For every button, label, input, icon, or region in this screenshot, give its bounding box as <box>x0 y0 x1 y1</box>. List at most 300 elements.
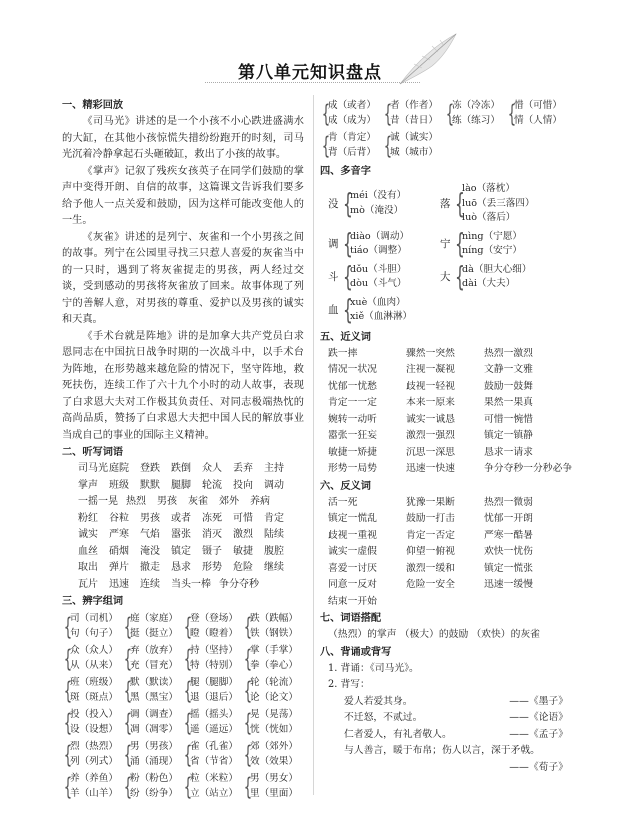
char-word: 充（冒充） <box>130 659 178 671</box>
vocab-word: 争分夺秒 <box>219 578 259 590</box>
char-group <box>122 708 182 737</box>
brace-icon: { <box>343 260 353 293</box>
vocab-word: 郊外 <box>219 496 239 507</box>
char-word: 调（调查） <box>130 709 178 720</box>
word-pair: 欢快一忧伤 <box>484 546 533 557</box>
brace-icon: { <box>123 740 133 769</box>
polyphone-reading: dài（大夫） <box>462 278 516 289</box>
char-word: 持（坚持） <box>190 645 238 656</box>
char-group-lines <box>70 740 118 769</box>
char-word: 班（班级） <box>70 677 118 688</box>
brace-icon: { <box>183 612 193 641</box>
page-title: 第八单元知识盘点 <box>238 63 382 83</box>
column-divider <box>313 95 314 795</box>
brace-icon: { <box>445 99 455 128</box>
polyphone-reading: xiě（血淋淋） <box>350 311 413 322</box>
char-word: 腿（腿脚） <box>190 677 238 688</box>
char-word: 掌（手掌） <box>250 645 298 656</box>
vocab-word: 淹没 <box>140 545 160 557</box>
char-word: 退（退后） <box>190 691 238 703</box>
char-word: 默（默读） <box>130 677 178 688</box>
char-word: 练（练习） <box>452 114 500 126</box>
char-group <box>242 676 302 705</box>
polyphone-char: 斗 <box>328 270 339 283</box>
word-pair: 敏捷一矫捷 <box>328 446 377 458</box>
char-group-lines <box>250 708 298 737</box>
brace-icon: { <box>383 99 393 128</box>
vocab-word: 粉红 <box>78 512 98 524</box>
char-group-lines <box>514 99 562 128</box>
char-word: 惜（可惜） <box>514 100 562 111</box>
char-group <box>62 740 122 769</box>
vocab-row <box>62 527 304 544</box>
word-pair: 危险一安全 <box>406 579 455 590</box>
vocab-word: 登跌 <box>140 463 160 474</box>
word-pair: 骤然一突然 <box>406 347 455 359</box>
char-word: 拳（拳心） <box>250 659 298 671</box>
section-heading: 二、听写词语 <box>62 447 124 458</box>
char-group-lines <box>130 772 178 801</box>
quote-source: ——《荀子》 <box>509 761 568 773</box>
polyphone-reading: dà（胆大心细） <box>462 263 532 275</box>
polyphone-reading: luō（丢三落四） <box>462 197 535 209</box>
char-word: 昔（昔日） <box>390 114 438 126</box>
polyphone-reading: tiáo（调整） <box>350 245 407 256</box>
word-pair: 激烈一缓和 <box>406 562 455 574</box>
brace-icon: { <box>343 293 353 326</box>
word-pair: 婉转一动听 <box>328 413 377 425</box>
story-summary: 《司马光》讲述的是一个小孩不小心跌进盛满水的大缸，在其他小孩惊慌失措纷纷跑开的时刻，司马光沉着冷静拿起石头砸破缸，救出了小孩的故事。 <box>62 116 304 160</box>
feather-icon <box>392 28 462 90</box>
vocab-word: 谷粒 <box>109 512 129 524</box>
polyphone-reading: luò（落后） <box>462 212 516 223</box>
title-underline <box>205 82 420 83</box>
char-group <box>382 131 444 160</box>
vocab-row <box>62 560 304 577</box>
char-group-lines <box>190 740 238 769</box>
char-group <box>122 676 182 705</box>
char-group-lines <box>190 644 238 673</box>
word-pair: 情况一状况 <box>328 364 377 375</box>
vocab-word: 跌倒 <box>171 463 191 474</box>
char-group-lines <box>190 708 238 737</box>
vocab-word: 主持 <box>264 463 284 474</box>
story-summary: 《灰雀》讲述的是列宁、灰雀和一个小男孩之间的故事。列宁在公园里寻找三只惹人喜爱的灰雀当中的一只时，遇到了将灰雀捉走的男孩，两人经过交谈，受到感动的男孩将灰雀放了回来。故事体现了列宁的善解人意，对男孩的尊重、爱护以及男孩的诚实和天真。 <box>62 231 304 325</box>
word-pair: 可惜一惋惜 <box>484 413 533 425</box>
brace-icon: { <box>343 227 353 260</box>
char-word: 涌（涌现） <box>130 755 178 767</box>
char-group-lines <box>190 772 238 801</box>
char-group <box>242 612 302 641</box>
vocab-word: 陆续 <box>264 529 284 540</box>
polyphone-item <box>320 260 432 293</box>
vocab-word: 嚣张 <box>171 529 191 540</box>
char-group <box>506 99 568 128</box>
char-group-lines <box>70 676 118 705</box>
quote-text: 不迁怒，不贰过。 <box>344 712 423 723</box>
vocab-word: 或者 <box>171 512 191 524</box>
char-group <box>122 644 182 673</box>
char-word: 成（成为） <box>328 114 376 126</box>
quote-line <box>328 710 568 727</box>
char-word: 黑（黑宝） <box>130 691 178 703</box>
vocab-word: 激烈 <box>233 529 253 540</box>
polyphone-item <box>320 182 432 226</box>
word-pair: 活一死 <box>328 496 358 508</box>
word-pair: 注视一凝视 <box>406 364 455 375</box>
word-pair: 歧视一轻视 <box>406 380 455 392</box>
brace-icon: { <box>243 708 253 737</box>
section-heading: 七、词语搭配 <box>320 613 382 624</box>
section-heading: 五、近义词 <box>320 331 371 343</box>
vocab-word: 轮流 <box>202 479 222 491</box>
quote-text: 与人善言，暖于布帛；伤人以言，深于矛戟。 <box>344 745 540 756</box>
polyphone-char: 血 <box>328 303 339 316</box>
char-group <box>62 676 122 705</box>
char-group <box>320 131 382 160</box>
char-word: 特（特别） <box>190 659 238 671</box>
polyphone-reading: lào（落枕） <box>462 183 515 194</box>
vocab-word: 一摇一晃 <box>78 496 118 507</box>
section-heading: 四、多音字 <box>320 166 371 177</box>
polyphone-reading: xuè（血肉） <box>350 296 406 308</box>
brace-icon: { <box>123 676 133 705</box>
vocab-word: 男孩 <box>157 496 177 507</box>
polyphone-reading: mò（淹没） <box>350 204 404 216</box>
brace-icon: { <box>455 260 465 293</box>
char-group-lines <box>390 99 438 128</box>
char-word: 投（投入） <box>70 709 118 720</box>
char-group-lines <box>190 612 238 641</box>
brace-icon: { <box>183 772 193 801</box>
brace-icon: { <box>455 186 465 220</box>
char-word: 恍（恍如） <box>250 723 298 735</box>
polyphone-lines <box>462 263 531 292</box>
char-word: 粉（粉色） <box>130 773 178 784</box>
char-word: 城（城市） <box>390 146 438 158</box>
polyphone-char: 没 <box>328 197 339 210</box>
char-group-lines <box>328 131 376 160</box>
polyphone-lines <box>350 296 412 325</box>
vocab-word: 掌声 <box>78 479 98 491</box>
word-pair: 镇定一镇静 <box>484 430 533 441</box>
vocab-word: 投向 <box>233 479 253 491</box>
brace-icon: { <box>63 644 73 673</box>
char-word: 冻（冷冻） <box>452 100 500 111</box>
word-pair: 忧郁一开朗 <box>484 513 533 524</box>
char-word: 里（里面） <box>250 787 298 799</box>
char-word: 烈（热烈） <box>70 741 118 752</box>
vocab-row <box>62 511 304 528</box>
word-pair: 忧郁一忧愁 <box>328 380 377 392</box>
polyphone-item <box>320 293 432 326</box>
char-group <box>122 772 182 801</box>
char-group <box>182 772 242 801</box>
left-column <box>62 97 304 804</box>
word-pair: 沉思一深思 <box>406 446 455 458</box>
recite-item: 1. 背诵：《司马光》。 <box>328 662 419 674</box>
vocab-word: 血丝 <box>78 545 98 557</box>
vocab-word: 冻死 <box>202 512 222 524</box>
word-pair: 文静一文雅 <box>484 364 533 375</box>
char-group-lines <box>70 612 118 641</box>
char-word: 肯（肯定） <box>328 132 376 143</box>
char-word: 论（论文） <box>250 691 298 703</box>
vocab-word: 调动 <box>264 479 284 491</box>
vocab-row <box>62 544 304 561</box>
brace-icon: { <box>183 676 193 705</box>
polyphone-char: 宁 <box>440 237 451 250</box>
polyphone-char: 大 <box>440 270 451 283</box>
char-word: 跌（跌幅） <box>250 613 298 624</box>
section-heading: 六、反义词 <box>320 480 371 492</box>
char-word: 羊（山羊） <box>70 787 118 799</box>
char-group-lines <box>250 644 298 673</box>
polyphone-reading: dǒu（斗胆） <box>350 263 407 275</box>
recite-item: 2. 背写： <box>328 679 370 690</box>
char-group <box>62 772 122 801</box>
polyphone-reading: níng（安宁） <box>462 245 522 256</box>
vocab-word: 灰雀 <box>188 496 208 507</box>
word-pair: 结束一开始 <box>328 595 377 607</box>
vocab-row <box>62 461 304 478</box>
char-group-lines <box>130 708 178 737</box>
word-pair: 诚实一诚恳 <box>406 413 455 425</box>
vocab-word: 镊子 <box>202 545 222 557</box>
polyphone-lines <box>350 263 406 292</box>
brace-icon: { <box>63 612 73 641</box>
char-group-lines <box>190 676 238 705</box>
word-pair: 果然一果真 <box>484 397 533 408</box>
char-group-lines <box>70 708 118 737</box>
polyphone-reading: diào（调动） <box>350 230 410 242</box>
word-pair: 严寒一酷暑 <box>484 529 533 541</box>
word-pair: 热烈一激烈 <box>484 347 533 359</box>
brace-icon: { <box>507 99 517 128</box>
vocab-word: 当头一棒 <box>171 578 211 590</box>
vocab-word: 腿脚 <box>171 479 191 491</box>
quote-source: ——《孟子》 <box>509 728 568 740</box>
vocab-row <box>62 577 304 594</box>
polyphone-item <box>320 227 432 260</box>
section-heading: 一、精彩回放 <box>62 100 124 111</box>
quote-line <box>328 727 568 744</box>
vocab-word: 可惜 <box>233 512 253 524</box>
word-pair: 镇定一慌张 <box>484 562 533 574</box>
word-pair: 鼓励一打击 <box>406 513 455 524</box>
brace-icon: { <box>123 772 133 801</box>
char-word: 晃（晃荡） <box>250 709 298 720</box>
collocation-text: （热烈）的掌声 （极大）的鼓励 （欢快）的灰雀 <box>328 629 540 640</box>
right-column <box>320 97 573 776</box>
char-word: 铁（钢铁） <box>250 627 298 639</box>
char-word: 瞪（瞪着） <box>190 627 238 639</box>
story-summary: 《手术台就是阵地》讲的是加拿大共产党员白求恩同志在中国抗日战争时期的一次战斗中，以手术台为阵地，在形势越来越危险的情况下，坚守阵地，救死扶伤，连续工作了六十九个小时的动人故事，表现了白求恩大夫对工作极其负责任、对同志极端热忱的高尚品质，赞扬了白求恩大夫把中国人民的解放事业当成自己的事业的国际主义精神。 <box>62 330 304 441</box>
word-pair: 肯定一一定 <box>328 397 377 408</box>
word-pair: 犹豫一果断 <box>406 496 455 508</box>
polyphone-lines <box>350 189 406 218</box>
word-pair: 喜爱一讨厌 <box>328 562 377 574</box>
brace-icon: { <box>63 676 73 705</box>
word-pair: 恳求一请求 <box>484 446 533 458</box>
brace-icon: { <box>243 772 253 801</box>
brace-icon: { <box>243 644 253 673</box>
word-pair: 形势一局势 <box>328 463 377 474</box>
brace-icon: { <box>183 644 193 673</box>
vocab-word: 热烈 <box>126 496 146 507</box>
brace-icon: { <box>343 186 353 220</box>
char-group <box>62 708 122 737</box>
word-pair: 争分夺秒一分秒必争 <box>484 463 573 474</box>
char-word: 男（男女） <box>250 773 298 784</box>
vocab-word: 敏捷 <box>233 545 253 557</box>
brace-icon: { <box>63 708 73 737</box>
char-word: 效（效果） <box>250 755 298 767</box>
brace-icon: { <box>63 772 73 801</box>
char-group-lines <box>250 740 298 769</box>
char-group-lines <box>70 644 118 673</box>
brace-icon: { <box>383 131 393 160</box>
char-group <box>182 644 242 673</box>
brace-icon: { <box>183 740 193 769</box>
polyphone-reading: dòu（斗气） <box>350 278 407 289</box>
char-group-lines <box>250 612 298 641</box>
vocab-word: 气焰 <box>140 529 160 540</box>
vocab-row <box>62 478 304 495</box>
word-pair: 鼓励一鼓舞 <box>484 380 533 392</box>
polyphone-item <box>432 260 544 293</box>
quote-source: ——《论语》 <box>509 712 568 723</box>
char-group <box>320 99 382 128</box>
char-word: 纷（纷争） <box>130 787 178 799</box>
polyphone-char: 落 <box>440 197 451 210</box>
vocab-word: 诚实 <box>78 529 98 540</box>
vocab-word: 迅速 <box>109 578 129 590</box>
char-group <box>122 740 182 769</box>
vocab-word: 肯定 <box>264 512 284 524</box>
brace-icon: { <box>243 740 253 769</box>
char-word: 成（或者） <box>328 100 376 111</box>
vocab-word: 腹腔 <box>264 545 284 557</box>
word-pair: 仰望一俯视 <box>406 546 455 557</box>
word-pair: 歧视一重视 <box>328 529 377 541</box>
char-word: 设（设想） <box>70 723 118 735</box>
section-heading: 三、辨字组词 <box>62 596 124 607</box>
char-word: 粒（米粒） <box>190 773 238 784</box>
vocab-row <box>62 494 304 511</box>
char-word: 遥（遥远） <box>190 723 238 735</box>
section-heading: 八、背诵或背写 <box>320 646 392 658</box>
word-pair: 诚实一虚假 <box>328 546 377 557</box>
char-group <box>122 612 182 641</box>
word-pair: 跌一摔 <box>328 347 358 359</box>
vocab-word: 消灭 <box>202 529 222 540</box>
char-group <box>242 644 302 673</box>
char-word: 男（男孩） <box>130 741 178 752</box>
char-group-lines <box>130 676 178 705</box>
vocab-word: 默默 <box>140 479 160 491</box>
word-pair: 镇定一慌乱 <box>328 513 377 524</box>
polyphone-char: 调 <box>328 237 339 250</box>
word-pair: 嚣张一狂妄 <box>328 430 377 441</box>
char-word: 养（养鱼） <box>70 773 118 784</box>
brace-icon: { <box>455 227 465 260</box>
char-group-lines <box>70 772 118 801</box>
polyphone-lines <box>350 230 409 259</box>
vocab-word: 形势 <box>202 562 222 573</box>
char-group <box>182 612 242 641</box>
brace-icon: { <box>123 612 133 641</box>
char-group-lines <box>130 612 178 641</box>
word-pair: 迅速一缓慢 <box>484 579 533 590</box>
char-word: 斑（斑点） <box>70 691 118 703</box>
char-word: 庭（家庭） <box>130 613 178 624</box>
char-group-lines <box>250 676 298 705</box>
char-word: 诚（诚实） <box>390 132 438 143</box>
vocab-word: 取出 <box>78 562 98 573</box>
char-group <box>182 740 242 769</box>
brace-icon: { <box>321 99 331 128</box>
quote-source: ——《墨子》 <box>509 695 568 707</box>
char-group <box>242 772 302 801</box>
brace-icon: { <box>123 708 133 737</box>
char-word: 众（众人） <box>70 645 118 656</box>
char-group <box>444 99 506 128</box>
char-group-lines <box>452 99 500 128</box>
word-pair: 本来一原来 <box>406 397 455 408</box>
vocab-word: 恳求 <box>171 562 191 573</box>
brace-icon: { <box>243 612 253 641</box>
char-word: 情（人情） <box>514 114 562 126</box>
polyphone-reading: nìng（宁愿） <box>462 230 522 242</box>
vocab-word: 瓦片 <box>78 578 98 590</box>
vocab-word: 继续 <box>264 562 284 573</box>
vocab-word: 男孩 <box>140 512 160 524</box>
char-word: 句（句子） <box>70 627 118 639</box>
char-group <box>182 676 242 705</box>
char-word: 者（作者） <box>390 100 438 111</box>
quote-line <box>328 694 568 711</box>
word-pair: 肯定一否定 <box>406 529 455 541</box>
char-word: 凋（凋零） <box>130 723 178 735</box>
polyphone-item <box>432 227 544 260</box>
char-word: 列（列式） <box>70 755 118 767</box>
char-word: 司（司机） <box>70 613 118 624</box>
vocab-word: 危险 <box>233 562 253 573</box>
vocab-word: 班级 <box>109 479 129 491</box>
word-pair: 同意一反对 <box>328 579 377 590</box>
char-group <box>242 740 302 769</box>
polyphone-lines <box>462 230 522 259</box>
brace-icon: { <box>123 644 133 673</box>
char-word: 摇（摇头） <box>190 709 238 720</box>
char-word: 挺（挺立） <box>130 627 178 639</box>
brace-icon: { <box>243 676 253 705</box>
vocab-word: 丢弃 <box>233 463 253 474</box>
polyphone-item <box>432 182 544 226</box>
char-group <box>62 612 122 641</box>
char-word: 省（节省） <box>190 755 238 767</box>
char-word: 郊（郊外） <box>250 741 298 752</box>
brace-icon: { <box>63 740 73 769</box>
vocab-word: 硝烟 <box>109 545 129 557</box>
char-word: 登（登场） <box>190 613 238 624</box>
vocab-word: 镇定 <box>171 545 191 557</box>
char-word: 从（从来） <box>70 659 118 671</box>
char-group-lines <box>130 740 178 769</box>
vocab-word: 众人 <box>202 463 222 474</box>
word-pair: 迅速一快速 <box>406 463 455 474</box>
